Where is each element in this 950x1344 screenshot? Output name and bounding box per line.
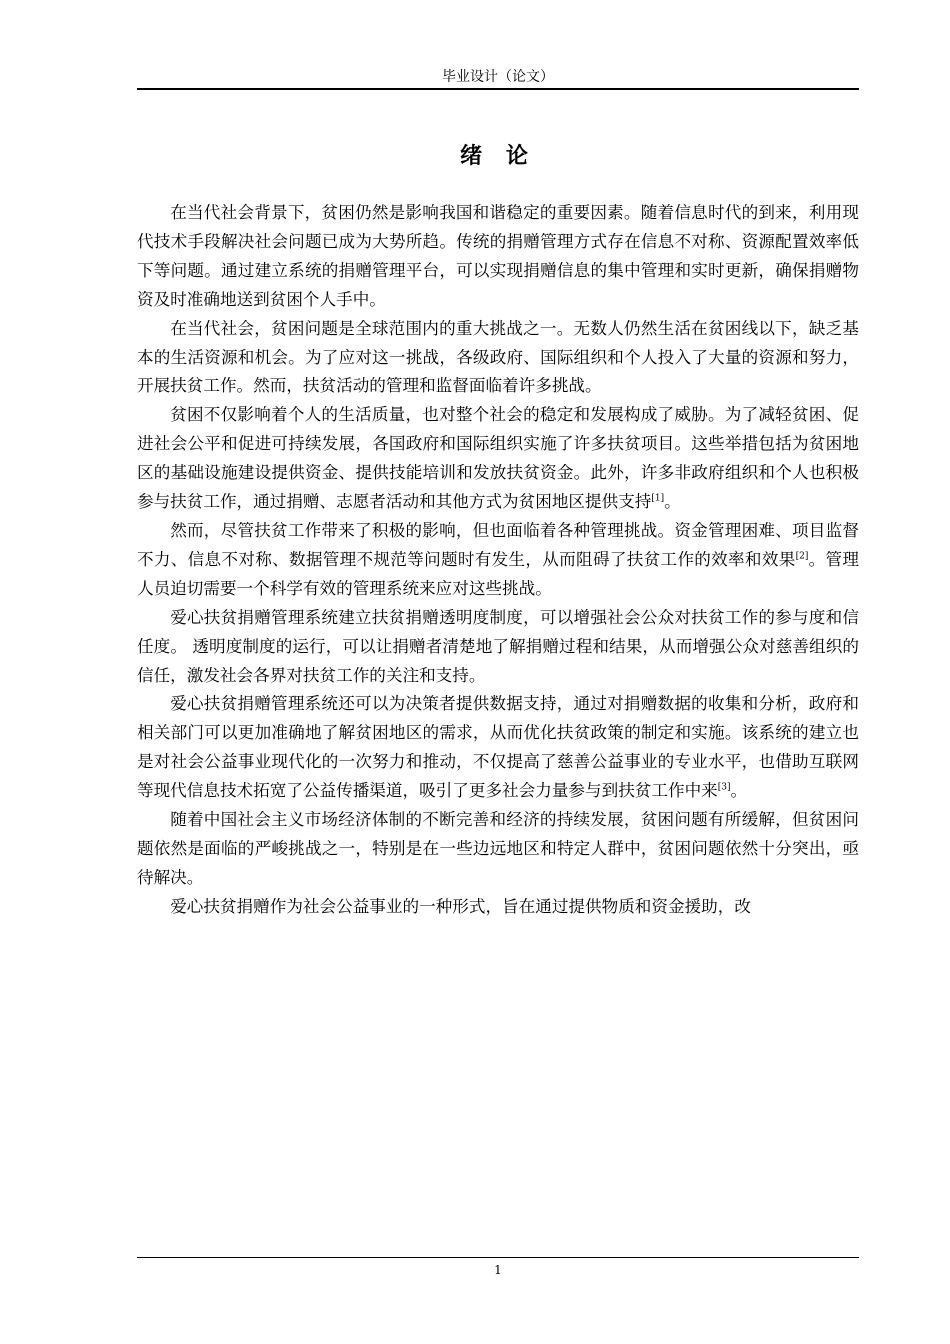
body-text	[137, 199, 859, 922]
citation-3[interactable]: [3]	[717, 782, 731, 793]
citation-2[interactable]: [2]	[795, 551, 809, 562]
paragraph-6: 爱心扶贫捐赠管理系统还可以为决策者提供数据支持，通过对捐赠数据的收集和分析，政府和相关部门可以更加准确地了解贫困地区的需求，从而优化扶贫政策的制定和实施。该系统的建立也是对社会公益事业现代化的一次努力和推动，不仅提高了慈善公益事业的专业水平，也借助互联网等现代信息技术拓宽了公益传播渠道，吸引了更多社会力量参与到扶贫工作中来[3]。	[137, 694, 859, 801]
citation-1[interactable]: [1]	[651, 493, 665, 504]
footer-rule	[137, 1257, 859, 1258]
paragraph-4: 然而，尽管扶贫工作带来了积极的影响，但也面临着各种管理挑战。资金管理困难、项目监督不力、信息不对称、数据管理不规范等问题时有发生，从而阻碍了扶贫工作的效率和效果[2]。管理人员迫切需要一个科学有效的管理系统来应对这些挑战。	[137, 520, 860, 598]
header-rule	[137, 88, 859, 90]
paragraph-1: 在当代社会背景下，贫困仍然是影响我国和谐稳定的重要因素。随着信息时代的到来，利用现代技术手段解决社会问题已成为大势所趋。传统的捐赠管理方式存在信息不对称、资源配置效率低下等问题。通过建立系统的捐赠管理平台，可以实现捐赠信息的集中管理和实时更新，确保捐赠物资及时准确地送到贫困个人手中。	[137, 203, 859, 309]
page-header: 毕业设计（论文）	[442, 69, 554, 85]
paragraph-2: 在当代社会，贫困问题是全球范围内的重大挑战之一。无数人仍然生活在贫困线以下，缺乏基本的生活资源和机会。为了应对这一挑战，各级政府、国际组织和个人投入了大量的资源和努力，开展扶贫工作。然而，扶贫活动的管理和监督面临着许多挑战。	[137, 318, 859, 396]
page-number: 1	[494, 1263, 502, 1277]
section-title: 绪 论	[460, 144, 536, 169]
paragraph-8: 爱心扶贫捐赠作为社会公益事业的一种形式，旨在通过提供物质和资金援助，改	[170, 896, 751, 916]
paragraph-5: 爱心扶贫捐赠管理系统建立扶贫捐赠透明度制度，可以增强社会公众对扶贫工作的参与度和信任度。 透明度制度的运行，可以让捐赠者清楚地了解捐赠过程和结果，从而增强公众对慈善组织的信任，激发社会各界对扶贫工作的关注和支持。	[137, 607, 859, 685]
paragraph-7: 随着中国社会主义市场经济体制的不断完善和经济的持续发展，贫困问题有所缓解，但贫困问题依然是面临的严峻挑战之一，特别是在一些边远地区和特定人群中，贫困问题依然十分突出，亟待解决。	[137, 810, 859, 887]
paragraph-3: 贫困不仅影响着个人的生活质量，也对整个社会的稳定和发展构成了威胁。为了减轻贫困、促进社会公平和促进可持续发展，各国政府和国际组织实施了许多扶贫项目。这些举措包括为贫困地区的基础设施建设提供资金、提供技能培训和发放扶贫资金。此外，许多非政府组织和个人也积极参与扶贫工作，通过捐赠、志愿者活动和其他方式为贫困地区提供支持[1]。	[137, 405, 859, 512]
